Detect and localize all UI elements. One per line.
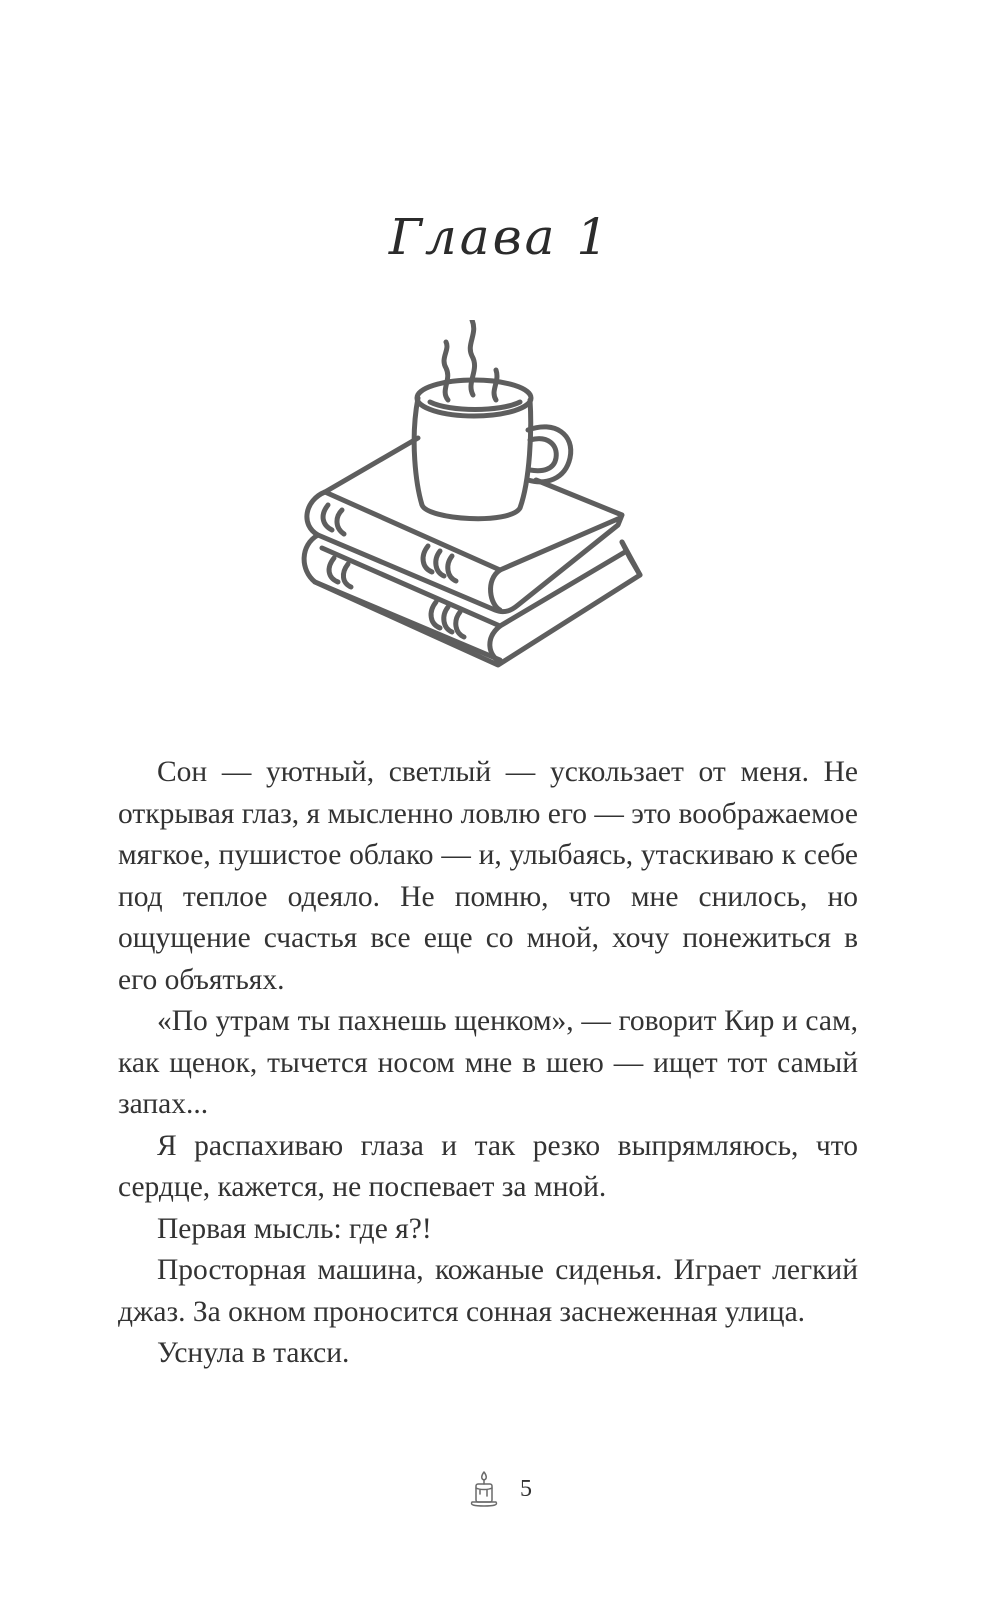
paragraph: Просторная машина, кожаные сиденья. Играет легкий джаз. За окном проносится сонная заснеженная улица.	[118, 1254, 858, 1328]
paragraph: Сон — уютный, светлый — ускользает от меня. Не открывая глаз, я мысленно ловлю его — это воображаемое мягкое, пушистое облако — и, улыбаясь, утаскиваю к себе под теплое одеяло. Не помню, что мне снилось, но ощущение счастья все еще со мной, хочу понежиться в его объятьях.	[118, 756, 859, 996]
paragraph: Уснула в такси.	[157, 1337, 350, 1369]
chapter-title: Глава 1	[388, 208, 612, 266]
candle-icon	[468, 1470, 500, 1508]
paragraph: Первая мысль: где я?!	[157, 1212, 432, 1245]
chapter-text	[118, 752, 858, 1375]
page-footer	[0, 1470, 1000, 1508]
page-number: 5	[520, 1476, 532, 1502]
coffee-cup-on-books-icon	[300, 320, 670, 690]
paragraph: Я распахиваю глаза и так резко выпрямляюсь, что сердце, кажется, не поспевает за мной.	[118, 1129, 858, 1203]
paragraph: «По утрам ты пахнешь щенком», — говорит Кир и сам, как щенок, тычется носом мне в шею — ищет тот самый запах...	[118, 1005, 858, 1120]
